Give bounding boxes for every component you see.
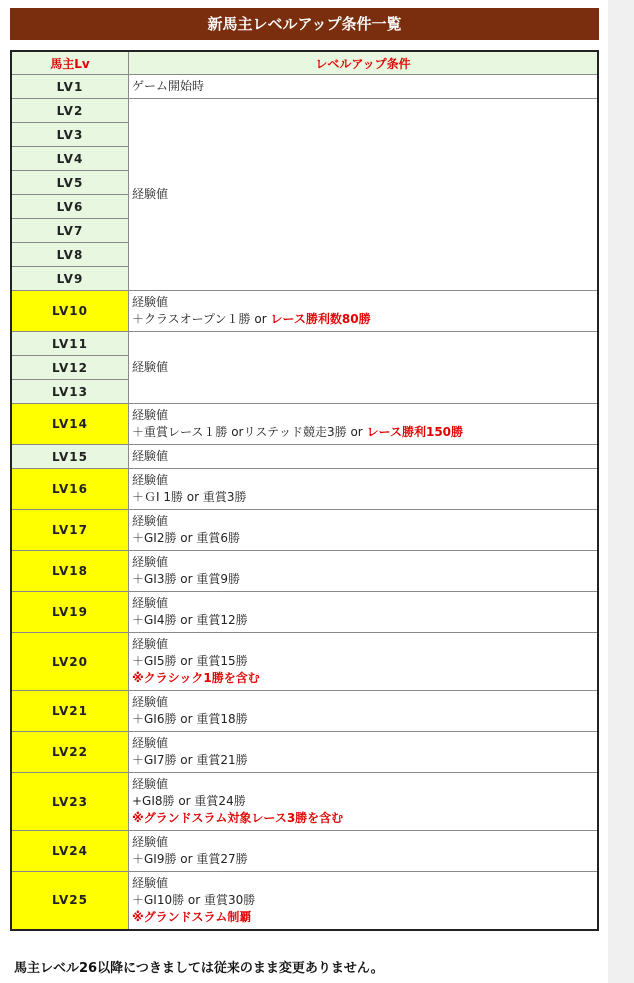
table-row xyxy=(11,831,598,872)
header-lv: 馬主Lv xyxy=(11,51,129,75)
condition-line: ＋ＧⅠ 1勝 or 重賞3勝 xyxy=(132,490,247,504)
level-cell: LV8 xyxy=(11,243,129,267)
level-cell: LV6 xyxy=(11,195,129,219)
table-row xyxy=(11,404,598,445)
condition-cell xyxy=(129,691,599,732)
condition-line: 経験値 xyxy=(132,637,169,651)
level-cell: LV14 xyxy=(11,404,129,445)
condition-note: ※グランドスラム制覇 xyxy=(132,909,252,924)
level-cell: LV19 xyxy=(11,592,129,633)
condition-cell xyxy=(129,633,599,691)
level-cell: LV17 xyxy=(11,510,129,551)
table-row xyxy=(11,469,598,510)
condition-cell xyxy=(129,773,599,831)
condition-line: 経験値 xyxy=(132,777,169,791)
level-cell: LV10 xyxy=(11,291,129,332)
level-cell: LV1 xyxy=(11,75,129,99)
condition-cell xyxy=(129,404,599,445)
condition-line xyxy=(132,311,597,328)
page-title: 新馬主レベルアップ条件一覧 xyxy=(10,8,599,40)
level-cell: LV12 xyxy=(11,356,129,380)
condition-highlight: レース勝利150勝 xyxy=(366,425,464,439)
condition-note: ※グランドスラム対象レース3勝を含む xyxy=(132,811,344,825)
table-row xyxy=(11,99,598,123)
condition-cell xyxy=(129,445,599,469)
level-cell: LV7 xyxy=(11,219,129,243)
footer-note: 馬主レベル26以降につきましては従来のまま変更ありません。 xyxy=(14,961,384,976)
condition-cell xyxy=(129,291,599,332)
table-row xyxy=(11,75,598,99)
condition-line: 経験値 xyxy=(132,473,169,487)
condition-cell xyxy=(129,872,599,930)
condition-cell xyxy=(129,75,599,99)
condition-cell xyxy=(129,831,599,872)
level-cell: LV4 xyxy=(11,147,129,171)
condition-line: +GI8勝 or 重賞24勝 xyxy=(132,794,246,808)
condition-cell xyxy=(129,469,599,510)
table-row xyxy=(11,332,598,356)
table-row xyxy=(11,872,598,930)
condition-line: 経験値 xyxy=(132,736,169,750)
condition-line: ＋GI9勝 or 重賞27勝 xyxy=(132,852,248,866)
condition-line: ＋GI7勝 or 重賞21勝 xyxy=(132,753,248,767)
condition-cell xyxy=(129,732,599,773)
condition-line: 経験値 xyxy=(132,555,169,569)
condition-cell xyxy=(129,551,599,592)
condition-line: 経験値 xyxy=(132,514,169,528)
condition-line: ＋GI4勝 or 重賞12勝 xyxy=(132,613,248,627)
condition-cell xyxy=(129,592,599,633)
levelup-table xyxy=(10,50,599,931)
level-cell: LV11 xyxy=(11,332,129,356)
condition-line: 経験値 xyxy=(132,360,169,374)
table-row xyxy=(11,633,598,691)
condition-highlight: レース勝利数80勝 xyxy=(270,312,371,326)
condition-line: 経験値 xyxy=(132,875,169,890)
level-cell: LV5 xyxy=(11,171,129,195)
condition-cell xyxy=(129,99,599,291)
condition-line: ＋GI10勝 or 重賞30勝 xyxy=(132,892,256,907)
condition-line: 経験値 xyxy=(132,449,169,463)
level-cell: LV21 xyxy=(11,691,129,732)
condition-line xyxy=(132,424,597,441)
header-condition: レベルアップ条件 xyxy=(129,51,599,75)
condition-line: ＋GI2勝 or 重賞6勝 xyxy=(132,531,241,545)
condition-line: 経験値 xyxy=(132,187,169,201)
table-row xyxy=(11,445,598,469)
table-row xyxy=(11,773,598,831)
level-cell: LV9 xyxy=(11,267,129,291)
condition-line: ＋GI5勝 or 重賞15勝 xyxy=(132,654,248,668)
level-cell: LV18 xyxy=(11,551,129,592)
level-cell: LV25 xyxy=(11,872,129,930)
level-cell: LV13 xyxy=(11,380,129,404)
table-row xyxy=(11,691,598,732)
condition-line: ＋GI3勝 or 重賞9勝 xyxy=(132,572,241,586)
table-row xyxy=(11,592,598,633)
condition-text: ＋重賞レース１勝 orリステッド競走3勝 or xyxy=(132,425,367,439)
condition-cell xyxy=(129,332,599,404)
level-cell: LV23 xyxy=(11,773,129,831)
level-cell: LV22 xyxy=(11,732,129,773)
condition-note: ※クラシック1勝を含む xyxy=(132,671,260,685)
condition-cell xyxy=(129,510,599,551)
level-cell: LV24 xyxy=(11,831,129,872)
table-row xyxy=(11,732,598,773)
condition-line: ＋GI6勝 or 重賞18勝 xyxy=(132,712,248,726)
table-header-row xyxy=(11,51,598,75)
table-row xyxy=(11,291,598,332)
level-cell: LV15 xyxy=(11,445,129,469)
level-cell: LV3 xyxy=(11,123,129,147)
level-cell: LV16 xyxy=(11,469,129,510)
level-cell: LV2 xyxy=(11,99,129,123)
scrollbar-track[interactable] xyxy=(608,0,634,983)
condition-line: 経験値 xyxy=(132,596,169,610)
table-row xyxy=(11,510,598,551)
condition-line: 経験値 xyxy=(132,408,169,422)
level-cell: LV20 xyxy=(11,633,129,691)
condition-line: 経験値 xyxy=(132,695,169,709)
condition-line: ゲーム開始時 xyxy=(132,79,205,93)
condition-text: ＋クラスオープン１勝 or xyxy=(132,312,271,326)
condition-line: 経験値 xyxy=(132,295,169,309)
table-row xyxy=(11,551,598,592)
condition-line: 経験値 xyxy=(132,835,169,849)
